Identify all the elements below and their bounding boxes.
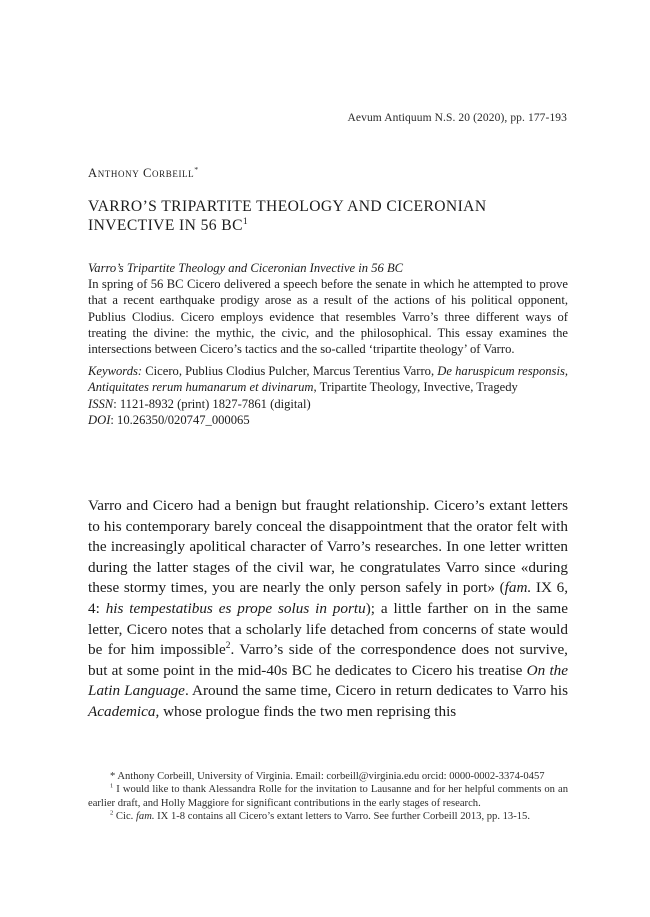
body-book-title-2: Academica: [88, 702, 156, 720]
keywords-line: [88, 363, 568, 396]
keywords-label: Keywords:: [88, 364, 143, 378]
body-text-3: ); a little farther on in the same letter, Cicero notes that a scholarly life detached from concerns of state would be for him impossible: [88, 599, 568, 659]
issn-label: ISSN: [88, 396, 114, 411]
author-name: Anthony Corbeill: [88, 166, 195, 180]
doi-line: [88, 412, 568, 428]
body-footnote-ref-2: 2: [225, 641, 231, 652]
issn-line: [88, 396, 568, 412]
author-footnote-marker: *: [194, 164, 199, 174]
body-text-5: . Around the same time, Cicero in return dedicates to Varro his: [184, 682, 569, 700]
footnote-author: * Anthony Corbeill, University of Virginia. Email: corbeill@virginia.edu orcid: 0000-0002-3374-0457: [110, 771, 545, 782]
keywords-block: [88, 363, 568, 428]
body-fam-abbrev: fam.: [504, 579, 532, 597]
body-paragraph: [88, 496, 568, 723]
body-text-1: Varro and Cicero had a benign but fraught relationship. Cicero’s extant letters to his contemporary barely conceal the disappointment that the orator felt with the increasingly apolitical character of Varro’s researches. In one letter written during the latter stages of the civil war, he congratulates Varro since «during these stormy times, you are nearly the only person safely in port» (: [88, 497, 568, 597]
footnote-2-text-a: Cic.: [113, 811, 136, 823]
author-name-line: [88, 166, 199, 181]
issn-value: : 1121-8932 (print) 1827-7861 (digital): [113, 396, 311, 411]
body-text-4: . Varro’s side of the correspondence does not survive, but at some point in the mid-40s BC he dedicates to Cicero his treatise: [88, 641, 568, 679]
abstract-text: In spring of 56 BC Cicero delivered a speech before the senate in which he attempted to prove that a recent earthquake prodigy arose as a result of the actions of his political opponent, Publius Clodius. Cicero employs evidence that resembles Varro’s three different ways of treating the divine: the mythic, the civic, and the philosophical. This essay examines the intersections between Cicero’s tactics and the so-called ‘tripartite theology’ of Varro.: [88, 277, 568, 357]
keywords-part1: Cicero, Publius Clodius Pulcher, Marcus Terentius Varro,: [142, 364, 438, 378]
footnote-1: [88, 783, 568, 810]
footnote-2: [88, 810, 568, 823]
doi-label: DOI: [88, 412, 111, 427]
doi-value: : 10.26350/020747_000065: [110, 412, 250, 427]
title-footnote-ref: 1: [242, 215, 249, 227]
article-title: [88, 198, 568, 235]
footnote-2-fam: fam.: [135, 811, 155, 823]
journal-citation-header: Aevum Antiquum N.S. 20 (2020), pp. 177-193: [347, 112, 567, 124]
article-title-text: VARRO’S TRIPARTITE THEOLOGY AND CICERONIAN INVECTIVE IN 56 BC: [88, 198, 487, 234]
body-text-6: , whose prologue finds the two men reprising this: [155, 702, 457, 720]
footnote-2-text-b: IX 1-8 contains all Cicero’s extant letters to Varro. See further Corbeill 2013, pp. 13-15.: [154, 811, 530, 823]
footnote-1-text: I would like to thank Alessandra Rolle for the invitation to Lausanne and for her helpful comments on an earlier draft, and Holly Maggiore for significant contributions in the early stages of research.: [88, 784, 568, 809]
abstract-heading: Varro’s Tripartite Theology and Ciceronian Invective in 56 BC: [88, 261, 404, 275]
body-latin-quote: his tempestatibus es prope solus in portu: [105, 599, 366, 617]
keywords-part2: , Tripartite Theology, Invective, Tragedy: [313, 380, 518, 395]
abstract-block: [88, 260, 568, 357]
body-book-title-1: On the Latin Language: [88, 661, 568, 700]
footnote-1-number: 1: [110, 782, 114, 790]
footnote-2-number: 2: [110, 809, 114, 817]
footnotes-block: [88, 770, 568, 824]
keywords-italic-titles: De haruspicum responsis, Antiquitates rerum humanarum et divinarum: [88, 364, 568, 395]
body-text-2: IX 6, 4:: [88, 579, 568, 617]
